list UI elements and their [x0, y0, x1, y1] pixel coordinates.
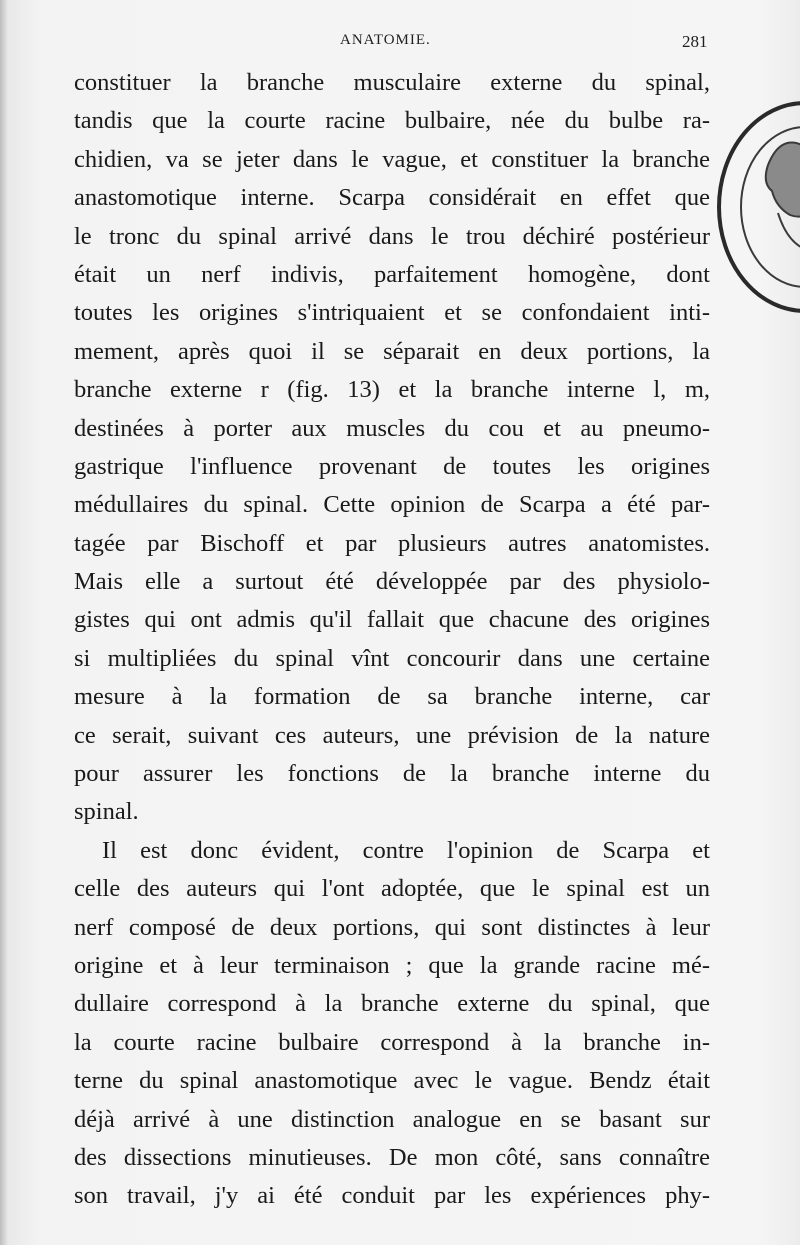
text-line: branche externe r (fig. 13) et la branche interne l, m,: [74, 376, 710, 404]
text-line: son travail, j'y ai été conduit par les expériences phy-: [74, 1182, 710, 1210]
text-line: nerf composé de deux portions, qui sont distinctes à leur: [74, 913, 710, 941]
text-line: mement, après quoi il se séparait en deux portions, la: [74, 337, 710, 365]
text-line: gastrique l'influence provenant de toutes les origines: [74, 452, 710, 480]
text-line: anastomotique interne. Scarpa considérait en effet que: [74, 184, 710, 212]
running-title: ANATOMIE.: [340, 32, 431, 48]
text-line: dullaire correspond à la branche externe du spinal, que: [74, 990, 710, 1018]
text-line: tagée par Bischoff et par plusieurs autres anatomistes.: [74, 529, 710, 557]
running-head: [0, 30, 800, 52]
text-line: pour assurer les fonctions de la branche interne du: [74, 760, 710, 788]
paragraph-start-line: Il est donc évident, contre l'opinion de Scarpa et: [102, 836, 710, 864]
text-line: terne du spinal anastomotique avec le vague. Bendz était: [74, 1067, 710, 1095]
library-stamp: [710, 95, 800, 315]
text-line: gistes qui ont admis qu'il fallait que chacune des origines: [74, 606, 710, 634]
text-line: médullaires du spinal. Cette opinion de Scarpa a été par-: [74, 491, 710, 519]
text-line: déjà arrivé à une distinction analogue en se basant sur: [74, 1105, 710, 1133]
text-line: ce serait, suivant ces auteurs, une prévision de la nature: [74, 721, 710, 749]
text-line: tandis que la courte racine bulbaire, née du bulbe ra-: [74, 107, 710, 135]
text-line: constituer la branche musculaire externe du spinal,: [74, 69, 710, 96]
body-text: [74, 64, 710, 1216]
page-gutter-shadow: [0, 0, 8, 1245]
text-line: la courte racine bulbaire correspond à la branche in-: [74, 1028, 710, 1056]
paragraph-end-line: spinal.: [74, 798, 139, 826]
page-number: 281: [682, 32, 708, 51]
text-line: des dissections minutieuses. De mon côté, sans connaître: [74, 1143, 710, 1171]
stamp-portrait-icon: [766, 143, 800, 217]
text-line: origine et à leur terminaison ; que la grande racine mé-: [74, 951, 710, 979]
text-line: destinées à porter aux muscles du cou et au pneumo-: [74, 414, 710, 442]
text-line: Mais elle a surtout été développée par des physiolo-: [74, 568, 710, 596]
text-line: était un nerf indivis, parfaitement homogène, dont: [74, 260, 710, 288]
text-line: le tronc du spinal arrivé dans le trou déchiré postérieur: [74, 222, 710, 250]
text-line: mesure à la formation de sa branche interne, car: [74, 683, 710, 711]
text-line: celle des auteurs qui l'ont adoptée, que le spinal est un: [74, 875, 710, 903]
stamp-drapery-icon: [778, 213, 800, 251]
text-line: si multipliées du spinal vînt concourir dans une certaine: [74, 644, 710, 672]
text-line: chidien, va se jeter dans le vague, et constituer la branche: [74, 145, 710, 173]
text-line: toutes les origines s'intriquaient et se confondaient inti-: [74, 299, 710, 327]
